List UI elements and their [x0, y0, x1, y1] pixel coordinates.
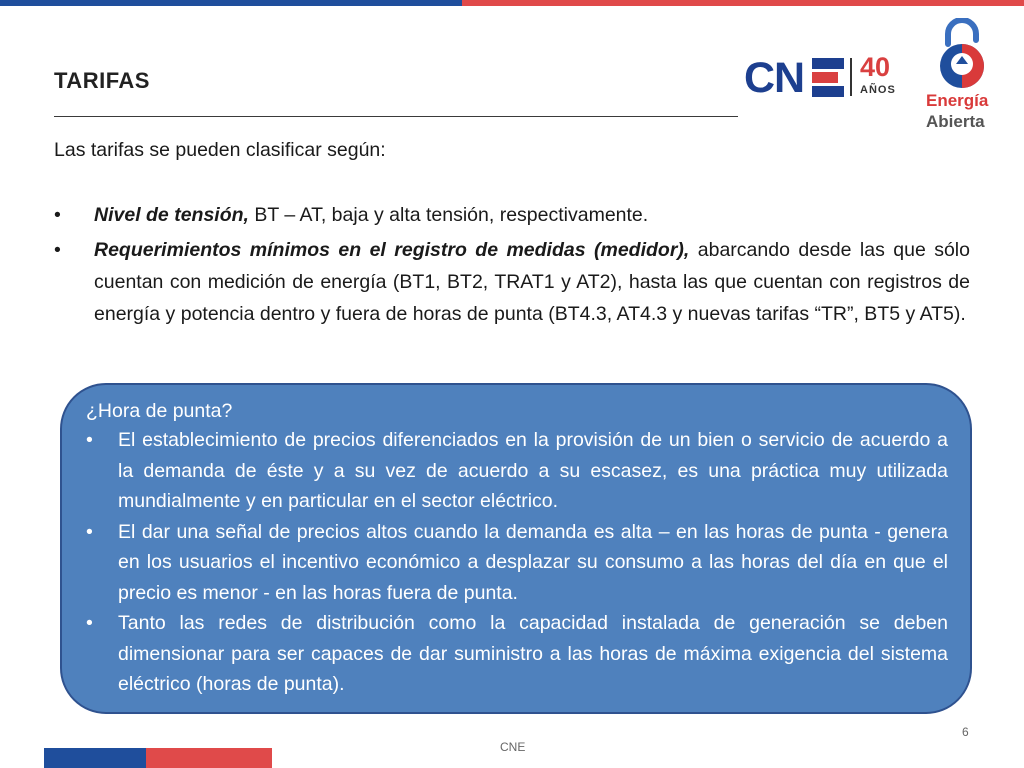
intro-text: Las tarifas se pueden clasificar según: — [54, 139, 386, 161]
cne-logo-years-label: AÑOS — [860, 84, 896, 96]
classification-list — [54, 199, 970, 333]
cne-logo-e-mark — [812, 58, 844, 98]
cne-logo-divider — [850, 58, 852, 96]
peak-hours-callout — [60, 383, 972, 714]
bullet-icon: • — [86, 429, 93, 451]
padlock-icon — [922, 18, 1002, 92]
energia-abierta-line2: Abierta — [926, 112, 985, 131]
slide-title: TARIFAS — [54, 68, 150, 93]
cne-logo-letters: CN — [744, 54, 805, 102]
callout-list — [86, 425, 948, 700]
bullet-icon: • — [54, 239, 61, 261]
bullet-emphasis: Nivel de tensión, — [94, 204, 249, 226]
top-bar-blue — [0, 0, 462, 6]
cne-logo-years: 40 — [860, 52, 891, 82]
energia-abierta-logo — [922, 18, 1002, 138]
callout-bullet-text: Tanto las redes de distribución como la capacidad instalada de generación se deben dimensionar para ser capaces de dar suministro a las horas de máxima exigencia del sistema eléctrico (horas de punta). — [118, 612, 948, 695]
bottom-bar-blue — [44, 748, 146, 768]
page-number: 6 — [962, 725, 969, 739]
bottom-bar-red — [146, 748, 272, 768]
list-item — [86, 608, 948, 700]
bullet-text: BT – AT, baja y alta tensión, respectivamente. — [248, 204, 649, 226]
bullet-icon: • — [54, 204, 61, 226]
energia-abierta-line1: Energía — [926, 91, 989, 110]
callout-title: ¿Hora de punta? — [86, 400, 233, 422]
footer-text: CNE — [500, 740, 526, 754]
top-bar-red — [462, 0, 1024, 6]
list-item — [86, 517, 948, 609]
list-item — [86, 425, 948, 517]
top-accent-bar — [0, 0, 1024, 6]
callout-bullet-text: El establecimiento de precios diferenciados en la provisión de un bien o servicio de acuerdo a la demanda de éste y a su vez de acuerdo a su escasez, es una práctica muy utilizada mundialmente y en particular en el sector eléctrico. — [118, 429, 948, 512]
list-item — [54, 199, 970, 231]
callout-bullet-text: El dar una señal de precios altos cuando la demanda es alta – en las horas de punta - genera en los usuarios el incentivo económico a desplazar su consumo a las horas del día en que el precio es menor - en las horas fuera de punta. — [118, 520, 948, 604]
bullet-text: abarcando desde las que sólo cuentan con medición de energía (BT1, BT2, TRAT1 y AT2), hasta las que cuentan con registros de energía y potencia dentro y fuera de horas de punta (BT4.3, AT4.3 y nuevas tarifas “TR”, BT5 y AT5). — [94, 239, 970, 325]
bullet-icon: • — [86, 612, 93, 634]
bullet-icon: • — [86, 520, 93, 543]
title-underline — [54, 116, 738, 117]
bullet-emphasis: Requerimientos mínimos en el registro de medidas (medidor), — [94, 239, 690, 261]
cne-logo — [744, 54, 904, 102]
list-item — [54, 234, 970, 330]
